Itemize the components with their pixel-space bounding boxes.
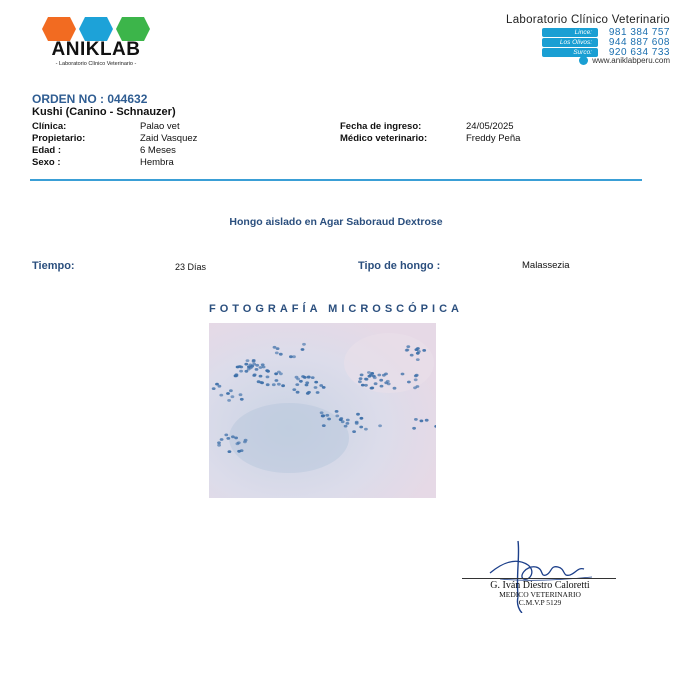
edad-value: 6 Meses [140, 145, 176, 156]
sexo-label: Sexo : [32, 157, 61, 168]
order-number: ORDEN NO : 044632 [32, 92, 148, 106]
medico-value: Freddy Peña [466, 133, 521, 144]
phone-number: 981 384 757 [608, 27, 670, 38]
signer-role: MEDICO VETERINARIO [499, 590, 581, 599]
tipo-hongo-label: Tipo de hongo : [358, 260, 441, 272]
result-section-title: Hongo aislado en Agar Saboraud Dextrose [229, 216, 443, 228]
clinica-label: Clínica: [32, 121, 67, 132]
phone-location: Surco: [542, 48, 598, 57]
edad-label: Edad : [32, 145, 62, 156]
photo-section-title: FOTOGRAFÍA MICROSCÓPICA [209, 303, 463, 315]
phone-location: Los Olivos: [542, 38, 598, 47]
section-divider [30, 179, 642, 181]
fecha-ingreso-label: Fecha de ingreso: [340, 121, 422, 132]
phone-number: 920 634 733 [608, 47, 670, 58]
lab-name: Laboratorio Clínico Veterinario [506, 14, 670, 26]
clinica-value: Palao vet [140, 121, 180, 132]
website-link[interactable]: www.aniklabperu.com [592, 56, 670, 65]
logo-wordmark: ANIKLAB [51, 39, 141, 60]
propietario-value: Zaid Vasquez [140, 133, 198, 144]
medico-label: Médico veterinario: [340, 133, 428, 144]
fecha-ingreso-value: 24/05/2025 [466, 121, 514, 132]
website-row [579, 56, 670, 65]
patient-name: Kushi (Canino - Schnauzer) [32, 106, 176, 118]
aniklab-logo [36, 14, 156, 66]
microscopic-photo [209, 323, 436, 498]
sexo-value: Hembra [140, 157, 174, 168]
phone-location: Lince: [542, 28, 598, 37]
signer-name: G. Iván Diestro Caloretti [490, 580, 590, 591]
phone-number: 944 887 608 [608, 37, 670, 48]
signer-registry: C.M.V.P 5129 [518, 598, 562, 607]
tiempo-value: 23 Días [175, 262, 207, 272]
signature-line [462, 578, 616, 579]
propietario-label: Propietario: [32, 133, 86, 144]
globe-icon [579, 56, 588, 65]
tipo-hongo-value: Malassezia [522, 260, 570, 271]
tiempo-label: Tiempo: [32, 260, 75, 272]
logo-tagline: - Laboratorio Clínico Veterinario - [55, 61, 137, 67]
